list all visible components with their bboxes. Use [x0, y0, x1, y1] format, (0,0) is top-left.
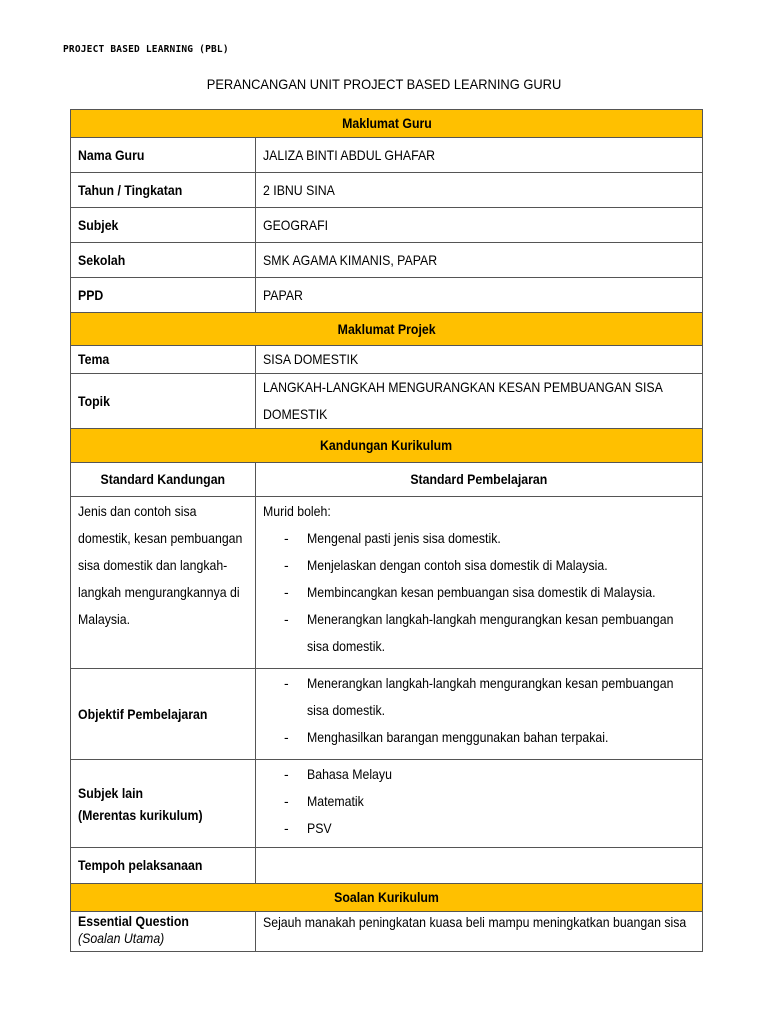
essential-question-text: Sejauh manakah peningkatan kuasa beli mampu meningkatkan buangan sisa [263, 914, 687, 930]
table-row [71, 346, 703, 374]
list-item: - Matematik [263, 788, 695, 815]
field-label: Tema [78, 351, 110, 367]
field-label: Tahun / Tingkatan [78, 181, 183, 198]
field-value: SISA DOMESTIK [263, 351, 359, 367]
section-heading: Kandungan Kurikulum [320, 437, 453, 453]
list-item: - PSV [263, 815, 695, 842]
table-row [71, 912, 703, 952]
table-header-row [71, 463, 703, 497]
table-row [71, 497, 703, 669]
field-label: Essential Question [78, 913, 189, 929]
table-row [71, 208, 703, 243]
field-value: PAPAR [263, 286, 303, 303]
list-item: - Mengenal pasti jenis sisa domestik. [263, 525, 695, 552]
field-value: SMK AGAMA KIMANIS, PAPAR [263, 251, 438, 268]
field-value: JALIZA BINTI ABDUL GHAFAR [263, 146, 436, 163]
table-row [71, 374, 703, 429]
field-label: Tempoh pelaksanaan [78, 857, 203, 873]
section-kandungan-kurikulum [71, 429, 703, 463]
section-maklumat-guru [71, 110, 703, 138]
field-label: Objektif Pembelajaran [78, 705, 208, 722]
table-row [71, 138, 703, 173]
list-item: - Membincangkan kesan pembuangan sisa domestik di Malaysia. [263, 579, 695, 606]
field-label: Sekolah [78, 251, 126, 268]
standard-pembelajaran-intro: Murid boleh: [263, 503, 331, 519]
table-row [71, 173, 703, 208]
standard-kandungan-text: domestik, kesan pembuangan [78, 530, 243, 546]
table-row [71, 848, 703, 884]
table-row [71, 760, 703, 848]
field-label: Nama Guru [78, 146, 145, 163]
column-header: Standard Kandungan [100, 471, 226, 487]
field-label: (Merentas kurikulum) [78, 806, 203, 823]
section-maklumat-projek [71, 313, 703, 346]
standard-kandungan-text: langkah mengurangkannya di [78, 584, 240, 600]
standard-kandungan-text: Malaysia. [78, 611, 131, 627]
section-soalan-kurikulum [71, 884, 703, 912]
field-label: Subjek [78, 216, 119, 233]
field-sublabel: (Soalan Utama) [78, 930, 165, 946]
field-value: GEOGRAFI [263, 216, 329, 233]
document-header-label: PROJECT BASED LEARNING (PBL) [63, 44, 229, 55]
table-row [71, 669, 703, 760]
section-heading: Soalan Kurikulum [334, 889, 439, 905]
table-row [71, 278, 703, 313]
field-label: Subjek lain [78, 784, 144, 801]
list-item: - Menghasilkan barangan menggunakan bahan terpakai. [263, 724, 695, 751]
field-value: LANGKAH-LANGKAH MENGURANGKAN KESAN PEMBUANGAN SISA [263, 379, 663, 395]
column-header: Standard Pembelajaran [410, 471, 548, 487]
table-row [71, 243, 703, 278]
list-item: - Menerangkan langkah-langkah mengurangkan kesan pembuangan sisa domestik. [263, 606, 695, 660]
subjek-lain-list [263, 761, 695, 842]
list-item: - Menjelaskan dengan contoh sisa domestik di Malaysia. [263, 552, 695, 579]
field-value: 2 IBNU SINA [263, 181, 335, 198]
field-label: PPD [78, 286, 104, 303]
document-title: PERANCANGAN UNIT PROJECT BASED LEARNING GURU [206, 76, 562, 92]
standard-kandungan-text: sisa domestik dan langkah- [78, 557, 228, 573]
section-heading: Maklumat Projek [337, 320, 436, 337]
field-label: Topik [78, 392, 110, 409]
standard-pembelajaran-list [263, 525, 695, 660]
list-item: - Bahasa Melayu [263, 761, 695, 788]
pbl-plan-table [70, 109, 703, 952]
section-heading: Maklumat Guru [341, 115, 432, 131]
standard-kandungan-text: Jenis dan contoh sisa [78, 503, 197, 519]
list-item: - Menerangkan langkah-langkah mengurangkan kesan pembuangan sisa domestik. [263, 670, 695, 724]
objektif-list [263, 670, 695, 751]
field-value: DOMESTIK [263, 406, 328, 422]
